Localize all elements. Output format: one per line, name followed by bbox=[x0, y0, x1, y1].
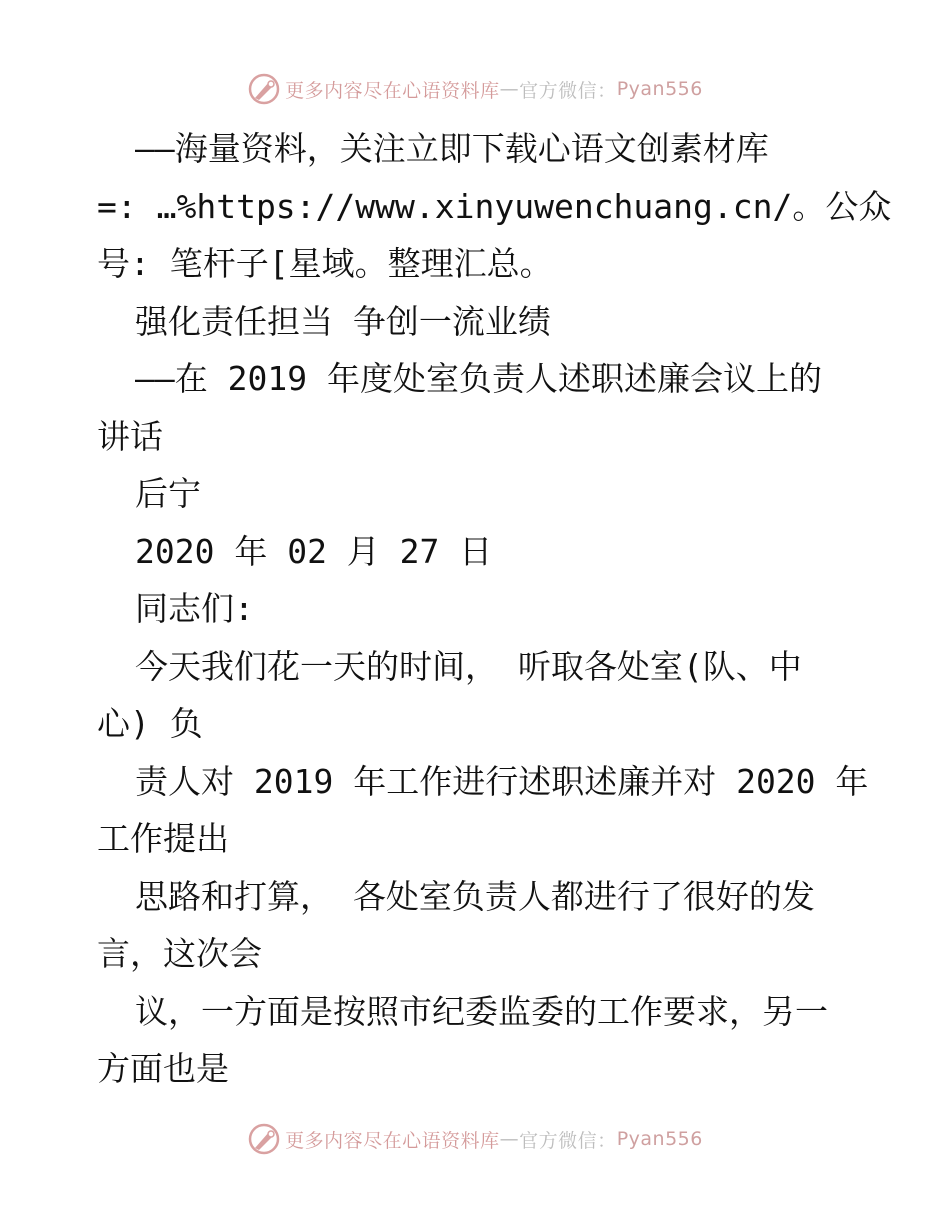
text-line: 心) 负 bbox=[97, 704, 203, 743]
document-title: 强化责任担当 争创一流业绩 bbox=[135, 301, 551, 341]
pen-logo-icon bbox=[247, 72, 281, 106]
document-date: 2020 年 02 月 27 日 bbox=[135, 531, 493, 571]
watermark-dash: — bbox=[499, 1128, 520, 1150]
document-subtitle: ——在 2019 年度处室负责人述职述廉会议上的 bbox=[135, 359, 822, 398]
watermark-footer bbox=[0, 1122, 950, 1156]
watermark-id: Pyan556 bbox=[616, 1128, 703, 1150]
text-line: ——海量资料，关注立即下载心语文创素材库 bbox=[135, 129, 769, 168]
text-line: 议，一方面是按照市纪委监委的工作要求，另一 bbox=[135, 991, 828, 1031]
text-line: 今天我们花一天的时间， 听取各处室(队、中 bbox=[135, 646, 802, 686]
text-line: 工作提出 bbox=[97, 819, 229, 858]
watermark-dash: — bbox=[499, 78, 520, 100]
watermark-main-text: 更多内容尽在心语资料库 bbox=[285, 1129, 500, 1152]
document-body bbox=[97, 120, 892, 1098]
watermark-id: Pyan556 bbox=[616, 78, 703, 100]
document-subtitle-continued: 讲话 bbox=[97, 416, 163, 456]
text-line: 言，这次会 bbox=[97, 934, 262, 973]
text-line: 号: 笔杆子[星域。整理汇总。 bbox=[97, 244, 553, 283]
watermark-main-text: 更多内容尽在心语资料库 bbox=[285, 79, 500, 102]
text-line: 责人对 2019 年工作进行述职述廉并对 2020 年 bbox=[135, 761, 869, 801]
document-author: 后宁 bbox=[135, 474, 201, 513]
watermark-label: 官方微信： bbox=[519, 1129, 617, 1152]
pen-logo-icon bbox=[247, 1122, 281, 1156]
text-line: =: …%https://www.xinyuwenchuang.cn/。公众 bbox=[97, 186, 892, 226]
salutation: 同志们: bbox=[135, 589, 254, 628]
watermark-label: 官方微信： bbox=[519, 79, 617, 102]
text-line: 思路和打算， 各处室负责人都进行了很好的发 bbox=[135, 876, 815, 916]
text-line: 方面也是 bbox=[97, 1049, 229, 1088]
watermark-header bbox=[0, 72, 950, 106]
